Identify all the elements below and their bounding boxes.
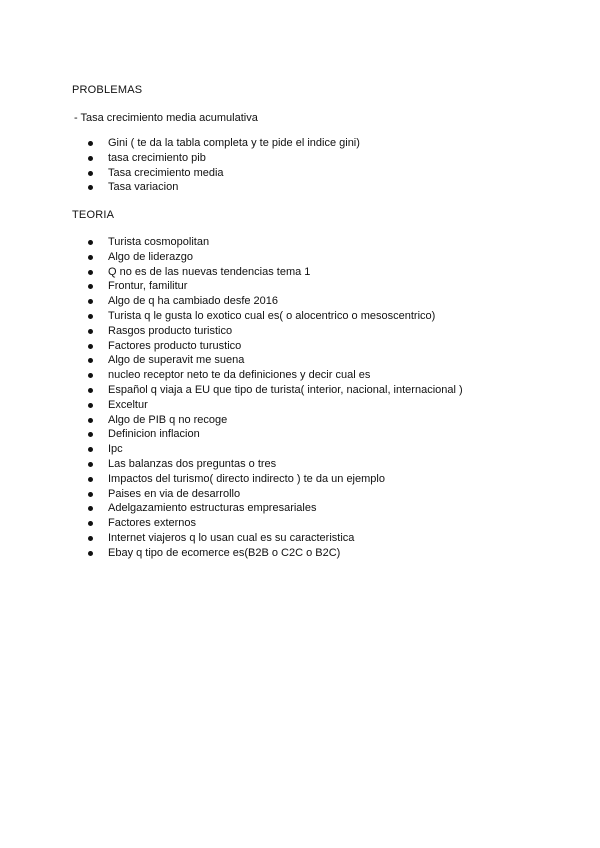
list-item-text: Paises en via de desarrollo — [108, 487, 241, 500]
bullet-icon — [88, 171, 93, 176]
list-item-text: Algo de liderazgo — [108, 250, 194, 263]
list-item — [0, 368, 463, 383]
list-item — [0, 487, 463, 502]
bullet-icon — [88, 506, 93, 511]
list-item — [0, 472, 463, 487]
bullet-icon — [88, 403, 93, 408]
list-item-text: Las balanzas dos preguntas o tres — [108, 457, 277, 470]
list-item-text: Tasa crecimiento media — [108, 166, 224, 179]
list-item-text: Exceltur — [108, 398, 148, 411]
list-item — [0, 294, 463, 309]
section-heading-teoria: TEORIA — [72, 209, 115, 221]
list-item — [0, 353, 463, 368]
list-item — [0, 413, 463, 428]
list-item-text: Internet viajeros q lo usan cual es su caracteristica — [108, 531, 355, 544]
list-item-text: Algo de PIB q no recoge — [108, 413, 228, 426]
bullet-icon — [88, 284, 93, 289]
problemas-intro-line: - Tasa crecimiento media acumulativa — [74, 112, 258, 124]
bullet-icon — [88, 358, 93, 363]
bullet-icon — [88, 521, 93, 526]
bullet-icon — [88, 240, 93, 245]
bullet-icon — [88, 447, 93, 452]
bullet-icon — [88, 344, 93, 349]
list-item — [0, 427, 463, 442]
bullet-icon — [88, 492, 93, 497]
list-item-text: Gini ( te da la tabla completa y te pide el indice gini) — [108, 137, 360, 149]
list-item-text: Q no es de las nuevas tendencias tema 1 — [108, 265, 311, 278]
problemas-bullet-list — [0, 136, 360, 195]
list-item — [0, 136, 360, 151]
list-item — [0, 457, 463, 472]
list-item-text: Algo de q ha cambiado desfe 2016 — [108, 295, 279, 308]
list-item — [0, 339, 463, 354]
list-item-text: Frontur, familitur — [108, 280, 188, 293]
bullet-icon — [88, 299, 93, 304]
list-item — [0, 546, 463, 561]
bullet-icon — [88, 185, 93, 190]
list-item — [0, 398, 463, 413]
list-item — [0, 279, 463, 294]
bullet-icon — [88, 329, 93, 334]
list-item — [0, 383, 463, 398]
list-item-text: Turista cosmopolitan — [108, 236, 210, 248]
bullet-icon — [88, 156, 93, 161]
bullet-icon — [88, 373, 93, 378]
list-item-text: Español q viaja a EU que tipo de turista( interior, nacional, internacional ) — [108, 383, 463, 396]
bullet-icon — [88, 141, 93, 146]
list-item — [0, 324, 463, 339]
list-item-text: Factores producto turustico — [108, 339, 242, 352]
list-item-text: nucleo receptor neto te da definiciones y decir cual es — [108, 369, 371, 382]
bullet-icon — [88, 388, 93, 393]
list-item-text: Turista q le gusta lo exotico cual es( o alocentrico o mesoscentrico) — [108, 309, 436, 322]
list-item-text: Ipc — [108, 443, 123, 456]
bullet-icon — [88, 432, 93, 437]
list-item — [0, 250, 463, 265]
list-item-text: Factores externos — [108, 517, 197, 530]
list-item-text: Impactos del turismo( directo indirecto ) te da un ejemplo — [108, 472, 385, 485]
list-item — [0, 516, 463, 531]
list-item — [0, 309, 463, 324]
list-item-text: tasa crecimiento pib — [108, 151, 206, 164]
list-item — [0, 151, 360, 166]
list-item-text: Ebay q tipo de ecomerce es(B2B o C2C o B2C) — [108, 546, 341, 559]
list-item-text: Tasa variacion — [108, 181, 179, 194]
list-item — [0, 442, 463, 457]
list-item — [0, 180, 360, 195]
bullet-icon — [88, 270, 93, 275]
bullet-icon — [88, 255, 93, 260]
list-item — [0, 235, 463, 250]
list-item-text: Adelgazamiento estructuras empresariales — [108, 502, 317, 515]
list-item-text: Rasgos producto turistico — [108, 324, 233, 337]
bullet-icon — [88, 418, 93, 423]
teoria-bullet-list — [0, 235, 463, 561]
list-item — [0, 166, 360, 181]
bullet-icon — [88, 551, 93, 556]
section-heading-problemas: PROBLEMAS — [72, 84, 143, 96]
bullet-icon — [88, 314, 93, 319]
bullet-icon — [88, 536, 93, 541]
list-item — [0, 531, 463, 546]
list-item — [0, 265, 463, 280]
list-item-text: Algo de superavit me suena — [108, 354, 245, 367]
list-item-text: Definicion inflacion — [108, 428, 200, 441]
bullet-icon — [88, 477, 93, 482]
bullet-icon — [88, 462, 93, 467]
list-item — [0, 501, 463, 516]
